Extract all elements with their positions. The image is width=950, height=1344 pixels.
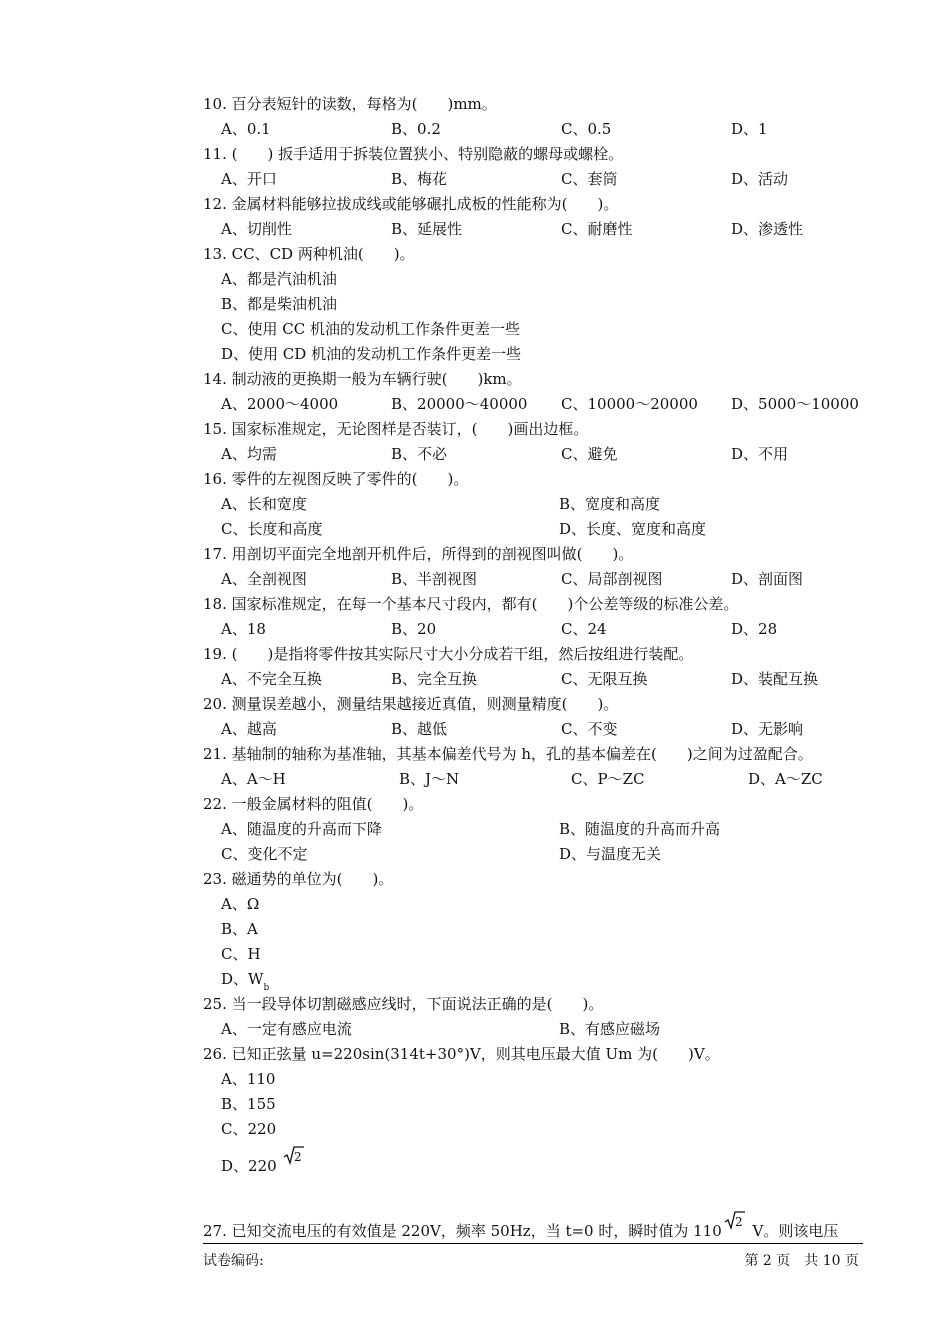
option-b: B、完全互换 [391,670,478,688]
option-c: C、耐磨性 [561,220,633,238]
option-a: A、0.1 [221,120,271,138]
question-25-options [221,1017,863,1042]
option-d: D、装配互换 [731,670,819,688]
question-20-options [221,717,863,742]
option-a: A、Ω [221,895,260,913]
question-10-options [221,117,863,142]
question-22: 22. 一般金属材料的阻值( )。 [203,795,424,813]
footer-divider [203,1243,863,1244]
option-b: B、有感应磁场 [559,1020,661,1038]
option-d: D、与温度无关 [559,845,662,863]
option-c: C、套筒 [561,170,618,188]
option-b: B、梅花 [391,170,448,188]
question-27 [203,1210,863,1240]
option-c: C、0.5 [561,120,612,138]
option-b: B、J～N [399,770,460,788]
option-a: A、18 [221,620,266,638]
option-b: B、0.2 [391,120,441,138]
question-list [203,92,863,1240]
question-16: 16. 零件的左视图反映了零件的( )。 [203,470,469,488]
question-21-options [221,767,863,792]
option-a: A、越高 [221,720,277,738]
question-18-options [221,617,863,642]
option-b: B、20 [391,620,437,638]
option-d: D、长度、宽度和高度 [559,520,707,538]
question-27-text-after: V。则该电压 [747,1222,839,1240]
question-12: 12. 金属材料能够拉拔成线或能够碾扎成板的性能称为( )。 [203,195,619,213]
option-a: A、一定有感应电流 [221,1020,352,1038]
question-20: 20. 测量误差越小，测量结果越接近真值，则测量精度( )。 [203,695,619,713]
question-13: 13. CC、CD 两种机油( )。 [203,245,415,263]
question-23: 23. 磁通势的单位为( )。 [203,870,394,888]
svg-text:2: 2 [293,1150,302,1164]
option-a: A、不完全互换 [221,670,322,688]
page-number: 第 2 页 共 10 页 [744,1253,859,1269]
option-c: C、避免 [561,445,618,463]
question-17: 17. 用剖切平面完全地剖开机件后，所得到的剖视图叫做( )。 [203,545,634,563]
option-a: A、2000～4000 [221,395,339,413]
option-d: D、使用 CD 机油的发动机工作条件更差一些 [221,345,522,363]
question-11-options [221,167,863,192]
option-d: D、5000～10000 [731,395,859,413]
option-a: A、全剖视图 [221,570,307,588]
option-d: D、剖面图 [731,570,804,588]
question-21: 21. 基轴制的轴称为基准轴，其基本偏差代号为 h，孔的基本偏差在( )之间为过盈配合。 [203,745,813,763]
sqrt-2-icon [283,1145,305,1165]
option-c: C、24 [561,620,607,638]
option-b: B、155 [221,1095,276,1113]
option-a: A、随温度的升高而下降 [221,820,382,838]
option-b: B、越低 [391,720,448,738]
option-c: C、长度和高度 [221,520,323,538]
option-a: A、长和宽度 [221,495,307,513]
question-18: 18. 国家标准规定，在每一个基本尺寸段内，都有( )个公差等级的标准公差。 [203,595,739,613]
option-b: B、20000～40000 [391,395,528,413]
option-c: C、P～ZC [571,770,645,788]
option-d: D、1 [731,120,768,138]
question-19: 19. ( )是指将零件按其实际尺寸大小分成若干组，然后按组进行装配。 [203,645,694,663]
option-d: D、不用 [731,445,789,463]
option-c: C、10000～20000 [561,395,698,413]
option-c: C、无限互换 [561,670,648,688]
option-b: B、宽度和高度 [559,495,661,513]
option-b: B、不必 [391,445,448,463]
question-10: 10. 百分表短针的读数，每格为( )mm。 [203,95,497,113]
option-d: D、渗透性 [731,220,804,238]
question-14-options [221,392,863,417]
option-d-label: D、W [221,970,264,988]
option-b: B、延展性 [391,220,463,238]
option-b: B、随温度的升高而升高 [559,820,721,838]
option-c: C、H [221,945,261,963]
option-d: D、活动 [731,170,789,188]
option-a: A、都是汽油机油 [221,270,337,288]
option-d [221,967,863,992]
question-22-options-row-2 [221,842,863,867]
exam-code-label: 试卷编码: [203,1253,264,1269]
question-17-options [221,567,863,592]
question-16-options-row-1 [221,492,863,517]
option-a: A、110 [221,1070,276,1088]
subscript: b [263,983,270,993]
question-14: 14. 制动液的更换期一般为车辆行驶( )km。 [203,370,522,388]
question-26: 26. 已知正弦量 u=220sin(314t+30°)V，则其电压最大值 Um 为( )V。 [203,1045,720,1063]
svg-text:2: 2 [734,1215,743,1229]
question-27-text-before: 27. 已知交流电压的有效值是 220V，频率 50Hz，当 t=0 时，瞬时值为 110 [203,1222,722,1240]
option-a: A、A～H [221,770,286,788]
question-16-options-row-2 [221,517,863,542]
option-c: C、不变 [561,720,618,738]
option-a: A、均需 [221,445,277,463]
question-19-options [221,667,863,692]
question-22-options-row-1 [221,817,863,842]
option-b: B、半剖视图 [391,570,478,588]
option-c: C、220 [221,1120,277,1138]
question-11: 11. ( ) 扳手适用于拆装位置狭小、特别隐蔽的螺母或螺栓。 [203,145,624,163]
question-15-options [221,442,863,467]
option-b: B、A [221,920,258,938]
option-c: C、局部剖视图 [561,570,663,588]
option-d: D、无影响 [731,720,804,738]
question-15: 15. 国家标准规定，无论图样是否装订，( )画出边框。 [203,420,589,438]
option-c: C、变化不定 [221,845,308,863]
option-d: D、A～ZC [748,770,823,788]
sqrt-2-icon [724,1210,746,1230]
question-12-options [221,217,863,242]
option-b: B、都是柴油机油 [221,295,338,313]
option-d-label: D、220 [221,1157,277,1175]
option-d [221,1142,863,1182]
option-a: A、开口 [221,170,277,188]
option-a: A、切削性 [221,220,292,238]
option-d: D、28 [731,620,778,638]
question-25: 25. 当一段导体切割磁感应线时，下面说法正确的是( )。 [203,995,604,1013]
option-c: C、使用 CC 机油的发动机工作条件更差一些 [221,320,520,338]
